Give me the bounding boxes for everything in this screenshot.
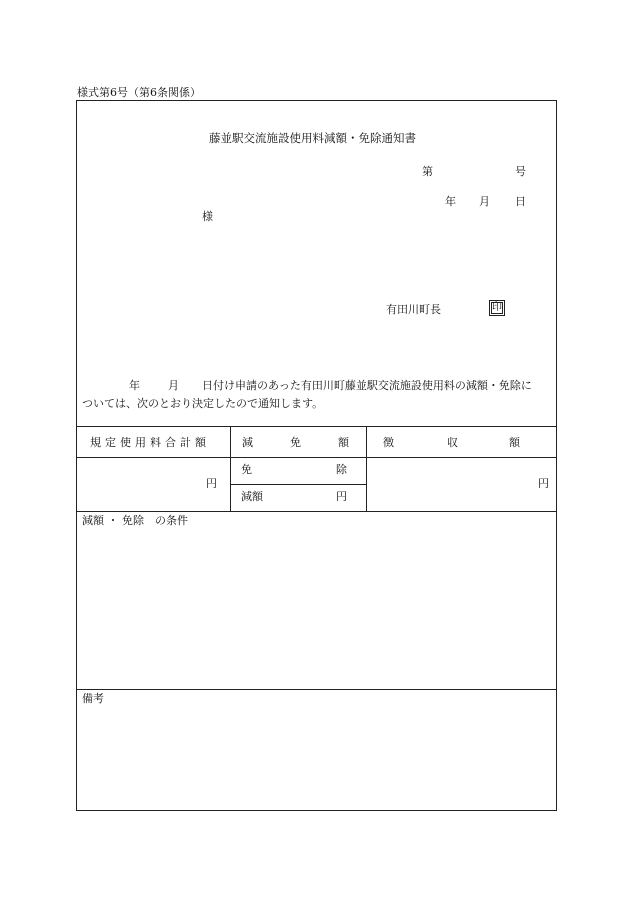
exemption-label-1: 免 — [241, 463, 252, 476]
date-year: 年 — [445, 195, 456, 208]
header-reduction-1: 減 — [242, 436, 253, 449]
addressee-suffix: 様 — [202, 210, 213, 223]
seal-label: 印 — [492, 302, 502, 313]
issuer-name: 有田川町長 — [386, 303, 441, 316]
table-col-divider-2 — [366, 426, 367, 511]
doc-number-prefix: 第 — [422, 165, 433, 178]
body-year: 年 — [129, 379, 140, 392]
date-day: 日 — [515, 195, 526, 208]
table-header-rule — [76, 457, 557, 458]
doc-number-suffix: 号 — [515, 165, 526, 178]
exemption-label-2: 除 — [336, 463, 347, 476]
body-month: 月 — [168, 379, 179, 392]
date-month: 月 — [479, 195, 490, 208]
body-line-1 — [82, 377, 552, 395]
remarks-label: 備考 — [82, 692, 104, 705]
table-col-divider-1 — [230, 426, 231, 511]
header-reduction-3: 額 — [338, 436, 349, 449]
header-collection-3: 額 — [509, 436, 520, 449]
document-title: 藤並駅交流施設使用料減額・免除通知書 — [209, 131, 416, 145]
table-bottom-rule — [76, 511, 557, 512]
header-total-fee: 規定使用料合計額 — [90, 436, 210, 449]
header-reduction-2: 免 — [290, 436, 301, 449]
collection-yen-unit: 円 — [538, 477, 549, 490]
reduction-yen-unit: 円 — [336, 490, 347, 503]
official-seal-mark — [489, 300, 505, 316]
conditions-label: 減額 ・ 免除 の条件 — [82, 514, 188, 527]
conditions-remarks-rule — [76, 689, 557, 690]
body-line-2: ついては、次のとおり決定したので通知します。 — [82, 397, 324, 410]
exemption-reduction-divider — [230, 484, 366, 485]
body-line-1-text: 日付け申請のあった有田川町藤並駅交流施設使用料の減額・免除に — [202, 379, 532, 392]
reduction-label: 減額 — [241, 490, 263, 503]
form-number: 様式第6号（第6条関係） — [77, 86, 201, 99]
header-collection-1: 徴 — [383, 436, 394, 449]
total-fee-yen-unit: 円 — [206, 477, 217, 490]
header-collection-2: 収 — [447, 436, 458, 449]
table-top-rule — [76, 426, 557, 427]
